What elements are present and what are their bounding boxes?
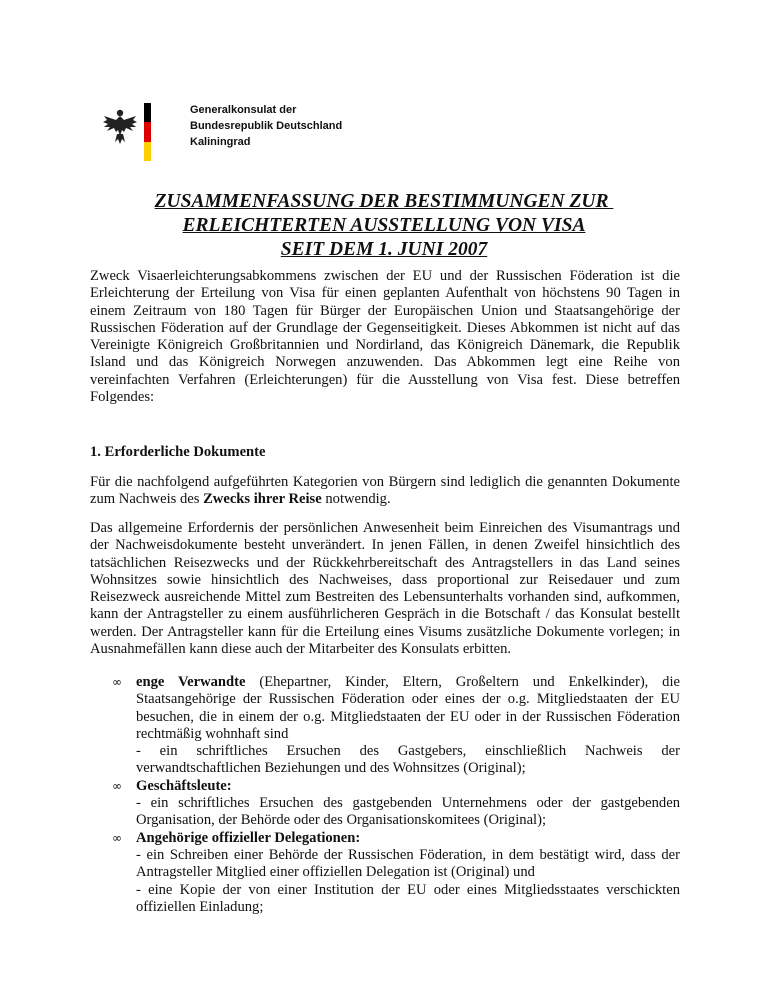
document-title [0,190,768,262]
list-item-requirement: - ein schriftliches Ersuchen des gastgebenden Unternehmens oder der gastgebenden Organisation, der Behörde oder des Organisationskomitees (Original); [136,795,680,829]
consulate-line-1: Generalkonsulat der [190,104,297,116]
german-eagle-icon [102,106,138,146]
infinity-bullet-icon: ∞ [112,778,122,793]
list-item-requirement: - ein schriftliches Ersuchen des Gastgebers, einschließlich Nachweis der verwandtschaftlichen Beziehungen und des Wohnsitzes (Original); [136,743,680,777]
document-requirements-list [112,674,680,916]
p1-text-bold: Zwecks ihrer Reise [203,491,322,508]
list-item-heading: enge Verwandte [136,674,246,690]
flag-black-stripe [144,103,151,122]
infinity-bullet-icon: ∞ [112,675,122,689]
list-item-text: (Ehepartner, Kinder, Eltern, Großeltern und Enkelkinder), die Staatsangehörige der Russischen Föderation oder eines der o.g. Mitgliedstaaten der EU besuchen, die in einem der o.g. Mitgliedstaaten der EU oder in der Russischen Föderation rechtmäßig wohnhaft sind [136,674,681,742]
p1-text-end: notwendig. [321,491,391,508]
intro-paragraph: Zweck Visaerleichterungsabkommens zwischen der EU und der Russischen Föderation ist die Erleichterung der Erteilung von Visa für einen geplanten Aufenthalt von höchstens 90 Tagen in einem Zeitraum von 180 Tagen für Bürger der Europäischen Union und Staatsangehörige der Russischen Föderation auf der Grundlage der Gegenseitigkeit. Dieses Abkommen ist nicht auf das Vereinigte Königreich Großbritannien und Nordirland, das Königreich Dänemark, die Republik Island und das Königreich Norwegen anzuwenden. Das Abkommen legt eine Reihe von vereinfachten Verfahren (Erleichterungen) für die Ausstellung von Visa fest. Diese betreffen Folgendes: [90,268,680,406]
section-paragraph-1 [90,474,680,509]
consulate-line-2: Bundesrepublik Deutschland [190,120,343,132]
list-item-requirement: - ein Schreiben einer Behörde der Russischen Föderation, in dem bestätigt wird, dass der Antragsteller Mitglied einer offiziellen Delegation ist (Original) und [136,846,680,881]
title-line-3: SEIT DEM 1. JUNI 2007 [280,239,488,260]
title-line-1: ZUSAMMENFASSUNG DER BESTIMMUNGEN ZUR [154,191,614,212]
letterhead [100,100,700,162]
list-item [112,830,680,916]
german-flag-bar [144,103,151,161]
consulate-name [190,102,342,150]
p1-text-start: Für die nachfolgend aufgeführten Kategorien von Bürgern sind lediglich die genannten Dokumente zum Nachweis des [90,474,680,508]
list-item-requirement: - eine Kopie der von einer Institution der EU oder eines Mitgliedsstaates verschickten offiziellen Einladung; [136,881,680,915]
section-paragraph-2: Das allgemeine Erfordernis der persönlichen Anwesenheit beim Einreichen des Visumantrags und der Nachweisdokumente besteht unverändert. In jenen Fällen, in denen Zweifel hinsichtlich des tatsächlichen Reisezwecks und der Rückkehrbereitschaft des Antragstellers in das Land seines Wohnsitzes sowie hinsichtlich des Nachweises, dass proportional zur Reisedauer und zum Reisezweck ausreichende Mittel zum Bestreiten des Lebensunterhalts vorhanden sind, aufkommen, kann der Antragsteller zu einem ausführlicheren Gespräch in die Botschaft / das Konsulat bestellt werden. Der Antragsteller kann für die Erteilung eines Visums zusätzliche Dokumente vorlegen; in Ausnahmefällen kann diese auch der Mitarbeiter des Konsulats erbitten. [90,520,680,658]
flag-gold-stripe [144,142,151,161]
infinity-bullet-icon: ∞ [112,830,122,845]
title-line-2: ERLEICHTERTEN AUSSTELLUNG VON VISA [182,215,586,236]
list-item-heading: Geschäftsleute: [136,777,232,794]
list-item [112,778,680,830]
list-item [112,674,680,778]
consulate-line-3: Kaliningrad [190,136,251,148]
section-heading: 1. Erforderliche Dokumente [90,444,266,460]
flag-red-stripe [144,122,151,141]
list-item-heading: Angehörige offizieller Delegationen: [136,829,361,846]
